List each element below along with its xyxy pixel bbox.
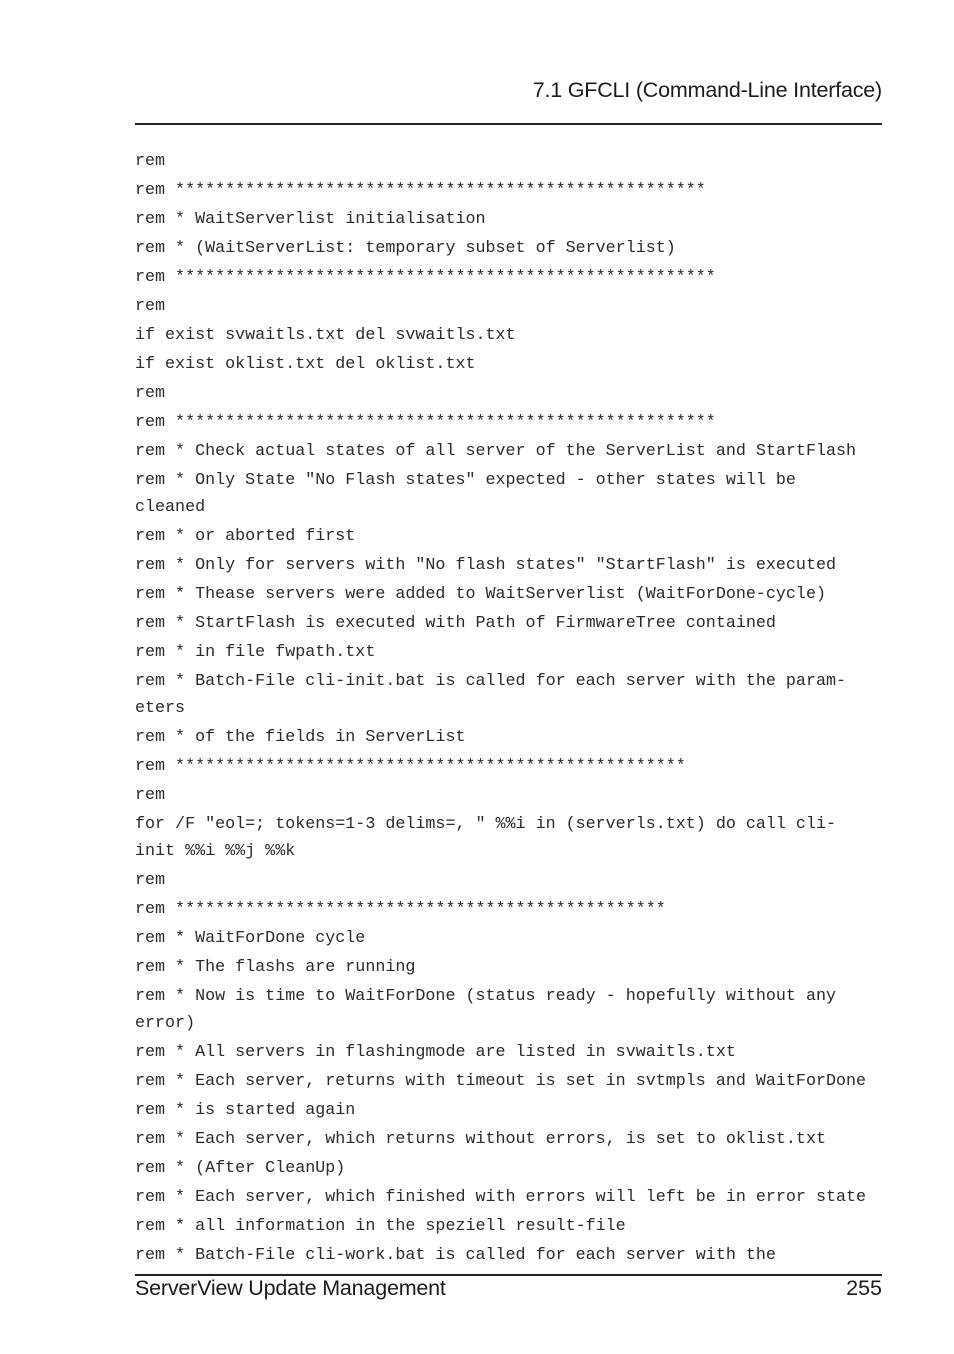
code-line [135,293,895,322]
code-line-text: rem *************************************************** [135,757,686,776]
code-line [135,264,895,293]
code-line [135,610,895,639]
code-line-text: rem * All servers in flashingmode are listed in svwaitls.txt [135,1043,736,1062]
code-line [135,1126,895,1155]
code-line [135,467,895,523]
code-line [135,380,895,409]
code-line-text: rem * Each server, which returns without errors, is set to oklist.txt [135,1130,826,1149]
code-line [135,409,895,438]
code-line [135,639,895,668]
code-line [135,1155,895,1184]
code-line-text: rem * WaitForDone cycle [135,929,366,948]
code-line [135,235,895,264]
code-line-text: rem * of the fields in ServerList [135,728,466,747]
footer-product-name: ServerView Update Management [135,1276,446,1300]
footer-page-number: 255 [846,1276,882,1300]
code-line-text: rem * is started again [135,1101,356,1120]
header-divider [135,123,882,125]
code-line-text: rem ****************************************************** [135,268,716,287]
code-line-text: rem * Only State "No Flash states" expected - other states will be [135,471,796,490]
code-line-text: cleaned [135,498,206,517]
code-line-text: rem * Batch-File cli-work.bat is called for each server with the [135,1246,776,1265]
code-line-text: init %%i %%j %%k [135,842,296,861]
code-line [135,206,895,235]
code-line-text: rem * Now is time to WaitForDone (status ready - hopefully without any [135,987,836,1006]
code-line-text: rem [135,871,166,890]
code-line [135,668,895,724]
code-line-text: rem * (After CleanUp) [135,1159,346,1178]
code-line [135,983,895,1039]
code-line-text: rem * Batch-File cli-init.bat is called for each server with the param- [135,672,847,691]
code-line-text: rem [135,152,166,171]
code-line-text: rem * Thease servers were added to WaitServerlist (WaitForDone-cycle) [135,585,826,604]
code-line [135,1068,895,1097]
code-line-text: rem * all information in the speziell result-file [135,1217,626,1236]
code-line [135,811,895,867]
code-line [135,925,895,954]
code-line-text: rem [135,297,166,316]
code-line-text: rem * The flashs are running [135,958,416,977]
code-line [135,148,895,177]
code-line [135,1213,895,1242]
code-line [135,581,895,610]
code-line [135,177,895,206]
code-line [135,322,895,351]
code-line-text: rem [135,384,166,403]
code-line [135,438,895,467]
code-line-text: rem * (WaitServerList: temporary subset of Serverlist) [135,239,676,258]
code-line-text: rem * or aborted first [135,527,356,546]
code-line [135,753,895,782]
code-line [135,552,895,581]
code-line [135,867,895,896]
code-line-text: rem ***************************************************** [135,181,706,200]
page-header-section-title: 7.1 GFCLI (Command-Line Interface) [532,78,882,102]
code-line-text: eters [135,699,186,718]
code-line-text: rem * in file fwpath.txt [135,643,376,662]
code-line [135,523,895,552]
code-line [135,1184,895,1213]
code-line [135,896,895,925]
code-line-text: rem [135,786,166,805]
code-line-text: rem ************************************************* [135,900,666,919]
code-line [135,724,895,753]
code-line-text: rem * Only for servers with "No flash states" "StartFlash" is executed [135,556,836,575]
code-listing [135,148,895,1271]
code-line-text: if exist svwaitls.txt del svwaitls.txt [135,326,516,345]
code-line [135,1039,895,1068]
code-line-text: rem * StartFlash is executed with Path of FirmwareTree contained [135,614,776,633]
code-line [135,782,895,811]
code-line-text: error) [135,1014,196,1033]
code-line-text: rem * Each server, returns with timeout is set in svtmpls and WaitForDone [135,1072,867,1091]
code-line [135,954,895,983]
code-line-text: rem * Each server, which finished with errors will left be in error state [135,1188,867,1207]
code-line [135,1097,895,1126]
code-line [135,351,895,380]
code-line-text: rem * WaitServerlist initialisation [135,210,486,229]
code-line-text: if exist oklist.txt del oklist.txt [135,355,476,374]
code-line-text: rem ****************************************************** [135,413,716,432]
code-line-text: rem * Check actual states of all server of the ServerList and StartFlash [135,442,857,461]
code-line [135,1242,895,1271]
code-line-text: for /F "eol=; tokens=1-3 delims=, " %%i in (serverls.txt) do call cli- [135,815,836,834]
